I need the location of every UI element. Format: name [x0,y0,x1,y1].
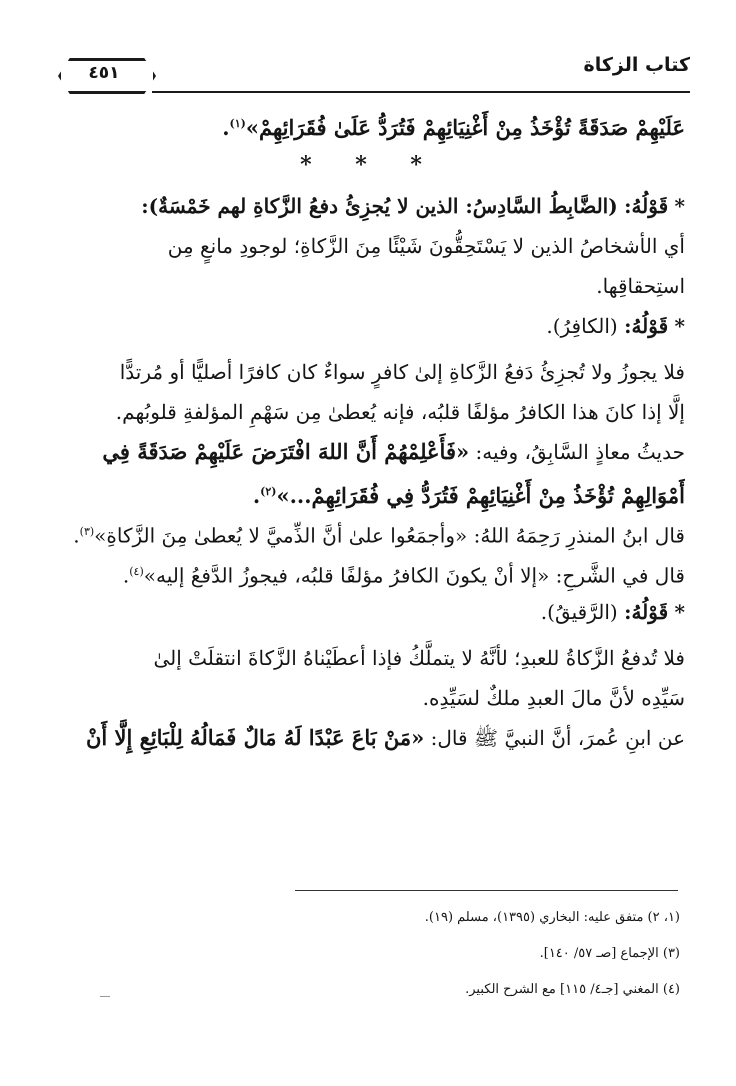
text-line: إلَّا إذا كانَ هذا الكافرُ مؤلفًا قلبُه، فإنه يُعطىٰ مِن سَهْمِ المؤلفةِ قلوبُهم. [115,400,685,424]
text-line: استِحقاقِها. [596,274,685,298]
main-text [55,100,685,758]
text-line: سَيِّدِه لأنَّ مالَ العبدِ ملكٌ لسَيِّدِه. [422,686,685,710]
qawl-label: قَوْلُهُ: [624,600,669,624]
plain-text: عن ابنِ عُمرَ، أنَّ النبيَّ ﷺ قال: [430,726,685,750]
section-separator: * * * [300,152,440,178]
hadith-text: عَلَيْهِمْ صَدَقَةً تُؤْخَذُ مِنْ أَغْنِيَائِهِمْ فَتُرَدُّ عَلَىٰ فُقَرَائِهِمْ» [245,115,685,140]
book-title: كتاب الزكاة [583,54,690,76]
footnote-ref: (٢) [260,485,277,498]
qawl-text: (الكافِرُ). [546,314,618,338]
text-line [55,718,685,758]
page-header [40,50,690,100]
footnote-separator [295,890,678,891]
text-line [55,432,685,472]
footnote-mark [100,996,110,997]
footnotes [55,904,680,1012]
hadith-text: «مَنْ بَاعَ عَبْدًا لَهُ مَالٌ فَمَالُهُ لِلْبَائِعِ إِلَّا أَنْ [85,725,425,750]
text-line [55,186,685,226]
text-line: قال في الشَّرحِ: «إلا أنْ يكونَ الكافرُ مؤلفًا قلبُه، فيجوزُ الدَّفعُ إليه»$^{(٤)}$. [122,563,685,588]
footnote-ref: (١) [229,117,246,130]
bullet-marker: * [674,314,685,338]
rule-heading: (الضَّابِطُ السَّادِسُ: الذين لا يُجزِئُ دفعُ الزَّكاةِ لهم خَمْسَةٌ): [141,194,618,218]
footnote-item: (٤) المغني [جـ٤/ ١١٥] مع الشرح الكبير. [465,982,680,997]
footnote-ref: (٣) [79,525,95,538]
qawl-text: (الرَّقيقُ). [540,600,618,624]
qawl-label: قَوْلُهُ: [624,194,669,218]
text-line [55,592,685,632]
text-line [55,306,685,346]
text-line: عَلَيْهِمْ صَدَقَةً تُؤْخَذُ مِنْ أَغْنِيَائِهِمْ فَتُرَدُّ عَلَىٰ فُقَرَائِهِمْ»$^{(١)}$. [222,115,685,140]
header-rule [152,91,690,93]
footnote-item: (٣) الإجماع [صـ ٥٧/ ١٤٠]. [539,946,680,961]
footnote-ref: (٤) [129,565,144,578]
bullet-marker: * [674,194,685,218]
text-line: قال ابنُ المنذرِ رَحِمَهُ اللهُ: «وأجمَعُوا علىٰ أنَّ الذِّميَّ لا يُعطىٰ مِنَ الزَّكاةِ»$^{(٣)}$. [73,523,685,548]
text-line: أي الأشخاصُ الذين لا يَسْتَحِقُّونَ شَيْئًا مِنَ الزَّكاةِ؛ لوجودِ مانعٍ مِن [167,234,685,258]
quote-text: قال في الشَّرحِ: «إلا أنْ يكونَ الكافرُ مؤلفًا قلبُه، فيجوزُ الدَّفعُ إليه» [143,563,685,588]
quote-text: قال ابنُ المنذرِ رَحِمَهُ اللهُ: «وأجمَعُوا علىٰ أنَّ الذِّميَّ لا يُعطىٰ مِنَ الزَّكاةِ» [94,523,685,548]
qawl-label: قَوْلُهُ: [624,314,669,338]
text-line: فلا يجوزُ ولا تُجزِئُ دَفعُ الزَّكاةِ إلىٰ كافرٍ سواءٌ كان كافرًا أصليًّا أو مُرتدًّا [119,360,685,384]
text-line: فلا تُدفعُ الزَّكاةُ للعبدِ؛ لأنَّهُ لا يتملَّكُ فإذا أعطَيْناهُ الزَّكاةَ انتقلَتْ إلىٰ [153,646,685,670]
bullet-marker: * [674,600,685,624]
hadith-text: «فَأَعْلِمْهُمْ أَنَّ اللهَ افْتَرَضَ عَلَيْهِمْ صَدَقَةً فِي [102,439,470,464]
footnote-item: (١، ٢) متفق عليه: البخاري (١٣٩٥)، مسلم (١٩). [424,910,680,925]
text-line: أَمْوَالِهِمْ تُؤْخَذُ مِنْ أَغْنِيَائِهِمْ فَتُرَدُّ فِي فُقَرَائِهِمْ...»$^{(٢)}$. [252,483,685,508]
plain-text: حديثُ معاذٍ السَّابِقُ، وفيه: [475,440,685,464]
hadith-text: أَمْوَالِهِمْ تُؤْخَذُ مِنْ أَغْنِيَائِهِمْ فَتُرَدُّ فِي فُقَرَائِهِمْ...» [276,483,685,508]
page-number: ٤٥١ [88,63,120,83]
